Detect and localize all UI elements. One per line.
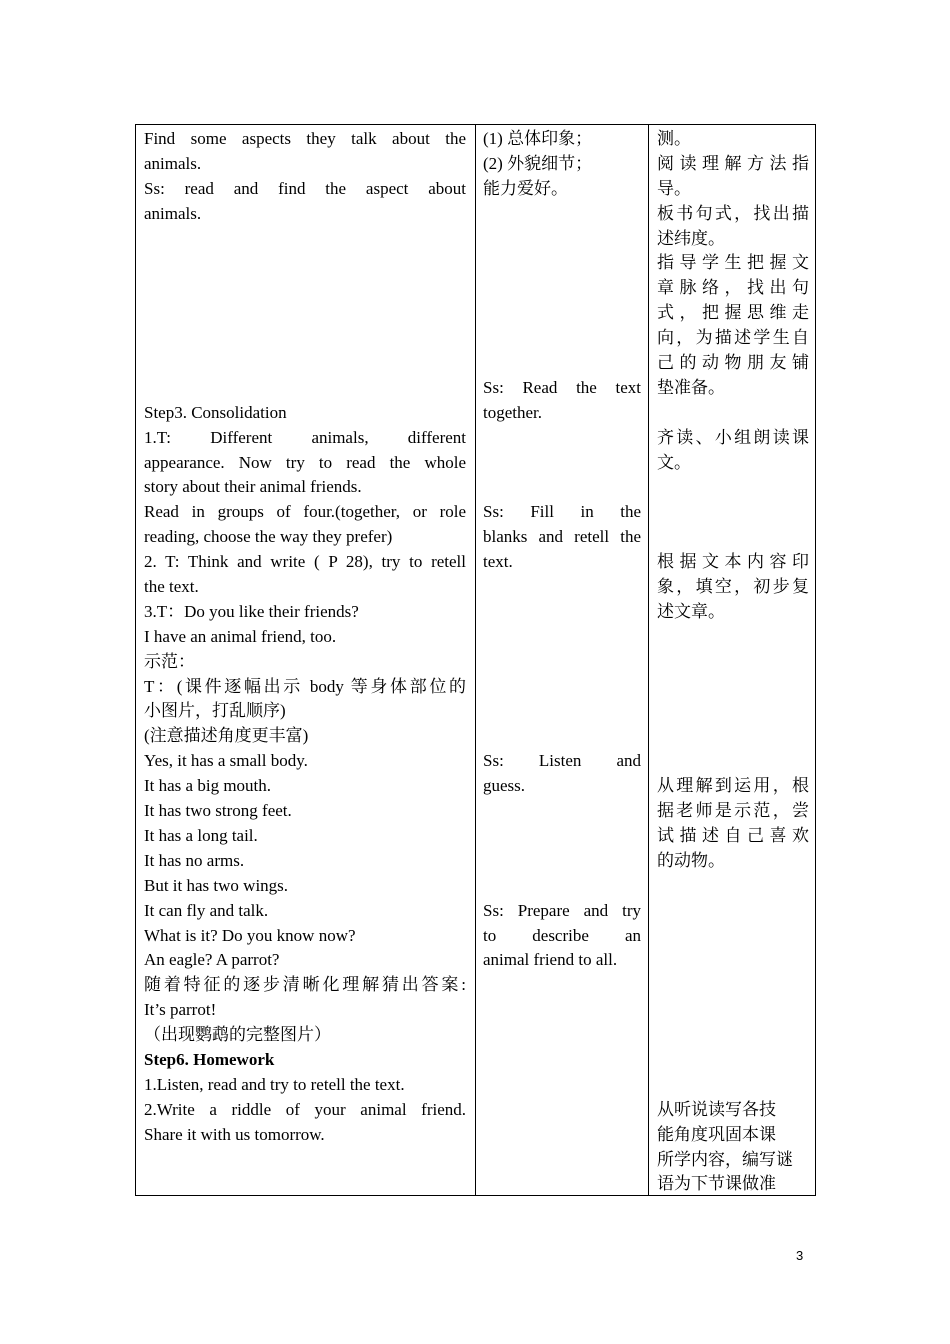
text-line: 从听说读写各技 xyxy=(657,1099,776,1119)
text-line xyxy=(483,276,641,301)
text-line: What is it? Do you know now? xyxy=(144,925,356,945)
text-line: Ss: Read the text xyxy=(483,377,641,397)
text-line xyxy=(483,625,641,650)
text-line xyxy=(657,675,809,700)
text-line: 3.T：Do you like their friends? xyxy=(144,601,359,621)
text-line: T：(课件逐幅出示 body 等身体部位的 xyxy=(144,676,466,696)
text-line xyxy=(483,699,641,724)
text-line: It has a big mouth. xyxy=(144,776,272,796)
text-line xyxy=(483,326,641,351)
text-line xyxy=(657,1073,809,1098)
text-line xyxy=(483,227,641,252)
text-line: Step6. Homework xyxy=(144,1049,275,1069)
text-line: 所学内容，编写谜 xyxy=(657,1149,793,1169)
text-line: story about their animal friends. xyxy=(144,477,362,497)
text-line: Ss: Fill in the xyxy=(483,502,641,522)
text-line xyxy=(483,724,641,749)
text-line: Yes, it has a small body. xyxy=(144,751,308,771)
text-line xyxy=(657,973,809,998)
text-line: It has a long tail. xyxy=(144,825,258,845)
text-line: 的动物。 xyxy=(657,850,725,870)
text-line xyxy=(483,874,641,899)
text-line xyxy=(657,749,809,774)
text-line: text. xyxy=(483,552,513,572)
text-line xyxy=(657,650,809,675)
text-line: blanks and retell the xyxy=(483,527,641,547)
text-line: 齐读、小组朗读课 xyxy=(657,427,809,447)
text-line: 导。 xyxy=(657,178,691,198)
text-line xyxy=(483,451,641,476)
text-line xyxy=(657,998,809,1023)
text-line: (注意描述角度更丰富) xyxy=(144,726,309,746)
text-line: Read in groups of four.(together, or role xyxy=(144,502,466,522)
design-intent-column xyxy=(649,125,817,1195)
text-line: 2. T: Think and write ( P 28), try to retell xyxy=(144,552,466,572)
text-line xyxy=(657,724,809,749)
text-line xyxy=(144,251,466,276)
text-line: 语为下节课做准 xyxy=(657,1174,776,1194)
teaching-process-column xyxy=(136,125,475,1195)
text-line: reading, choose the way they prefer) xyxy=(144,527,393,547)
text-line: to describe an xyxy=(483,925,641,945)
text-line xyxy=(483,251,641,276)
text-line: 述纬度。 xyxy=(657,228,725,248)
text-line xyxy=(483,475,641,500)
text-line: 己的动物朋友铺 xyxy=(657,353,809,373)
text-line: （出现鹦鹉的完整图片） xyxy=(144,1025,331,1045)
text-line: Ss: Prepare and try xyxy=(483,900,641,920)
text-line: But it has two wings. xyxy=(144,875,289,895)
text-line: 1.Listen, read and try to retell the text. xyxy=(144,1074,405,1094)
text-line: 小图片，打乱顺序) xyxy=(144,701,286,721)
text-line xyxy=(657,1023,809,1048)
text-line: 据老师是示范，尝 xyxy=(657,801,809,821)
text-line: 板书句式，找出描 xyxy=(657,203,809,223)
text-line: Step3. Consolidation xyxy=(144,402,287,422)
text-line xyxy=(144,326,466,351)
text-line xyxy=(144,376,466,401)
text-line xyxy=(657,899,809,924)
text-line: It’s parrot! xyxy=(144,1000,217,1020)
student-activity-column xyxy=(475,125,649,1195)
text-line xyxy=(483,650,641,675)
lesson-plan-table xyxy=(135,124,816,1196)
text-line xyxy=(483,824,641,849)
text-line: animal friend to all. xyxy=(483,950,618,970)
text-line xyxy=(144,227,466,252)
text-line: 从理解到运用，根 xyxy=(657,776,809,796)
text-line: guess. xyxy=(483,776,526,796)
text-line: 能力爱好。 xyxy=(483,178,568,198)
text-line: 根据文本内容印 xyxy=(657,552,809,572)
text-line: together. xyxy=(483,402,543,422)
text-line: 能角度巩固本课 xyxy=(657,1124,776,1144)
text-line xyxy=(483,202,641,227)
text-line: 述文章。 xyxy=(657,601,725,621)
text-line xyxy=(657,699,809,724)
text-line: 2.Write a riddle of your animal friend. xyxy=(144,1099,466,1119)
text-line xyxy=(483,426,641,451)
text-line xyxy=(657,924,809,949)
text-line: 象，填空，初步复 xyxy=(657,577,809,597)
text-line: 1.T: Different animals, different xyxy=(144,427,466,447)
page-number: 3 xyxy=(796,1248,804,1263)
text-line xyxy=(483,675,641,700)
text-line: It can fly and talk. xyxy=(144,900,269,920)
text-line xyxy=(144,351,466,376)
text-line xyxy=(657,401,809,426)
text-line xyxy=(657,1048,809,1073)
text-line xyxy=(483,600,641,625)
text-line: 文。 xyxy=(657,452,691,472)
text-line: 章脉络，找出句 xyxy=(657,278,809,298)
text-line: Share it with us tomorrow. xyxy=(144,1124,325,1144)
text-line: 示范： xyxy=(144,651,195,671)
text-line: animals. xyxy=(144,153,202,173)
text-line: 测。 xyxy=(657,129,691,148)
text-line: 式，把握思维走 xyxy=(657,303,809,323)
text-line xyxy=(483,849,641,874)
text-line xyxy=(657,625,809,650)
text-line: 向，为描述学生自 xyxy=(657,328,809,348)
text-line: 随着特征的逐步清晰化理解猜出答案: xyxy=(144,975,466,995)
text-line: I have an animal friend, too. xyxy=(144,626,337,646)
text-line: animals. xyxy=(144,203,202,223)
text-line: It has two strong feet. xyxy=(144,801,292,821)
text-line xyxy=(483,301,641,326)
text-line xyxy=(657,874,809,899)
text-line: 试描述自己喜欢 xyxy=(657,825,809,845)
text-line xyxy=(144,301,466,326)
text-line xyxy=(657,500,809,525)
text-line: the text. xyxy=(144,577,199,597)
text-line: It has no arms. xyxy=(144,850,245,870)
text-line: Ss: Listen and xyxy=(483,751,641,771)
text-line: Ss: read and find the aspect about xyxy=(144,178,466,198)
text-line xyxy=(657,948,809,973)
text-line xyxy=(483,575,641,600)
text-line: 指导学生把握文 xyxy=(657,253,809,273)
text-line xyxy=(657,475,809,500)
text-line: Find some aspects they talk about the xyxy=(144,129,466,148)
text-line: An eagle? A parrot? xyxy=(144,950,280,970)
text-line: (2) 外貌细节； xyxy=(483,153,593,173)
text-line: 垫准备。 xyxy=(657,377,725,397)
text-line xyxy=(144,276,466,301)
text-line xyxy=(483,351,641,376)
text-line xyxy=(483,799,641,824)
text-line: appearance. Now try to read the whole xyxy=(144,452,466,472)
text-line: 阅读理解方法指 xyxy=(657,153,809,173)
text-line: (1) 总体印象； xyxy=(483,129,593,148)
text-line xyxy=(657,525,809,550)
